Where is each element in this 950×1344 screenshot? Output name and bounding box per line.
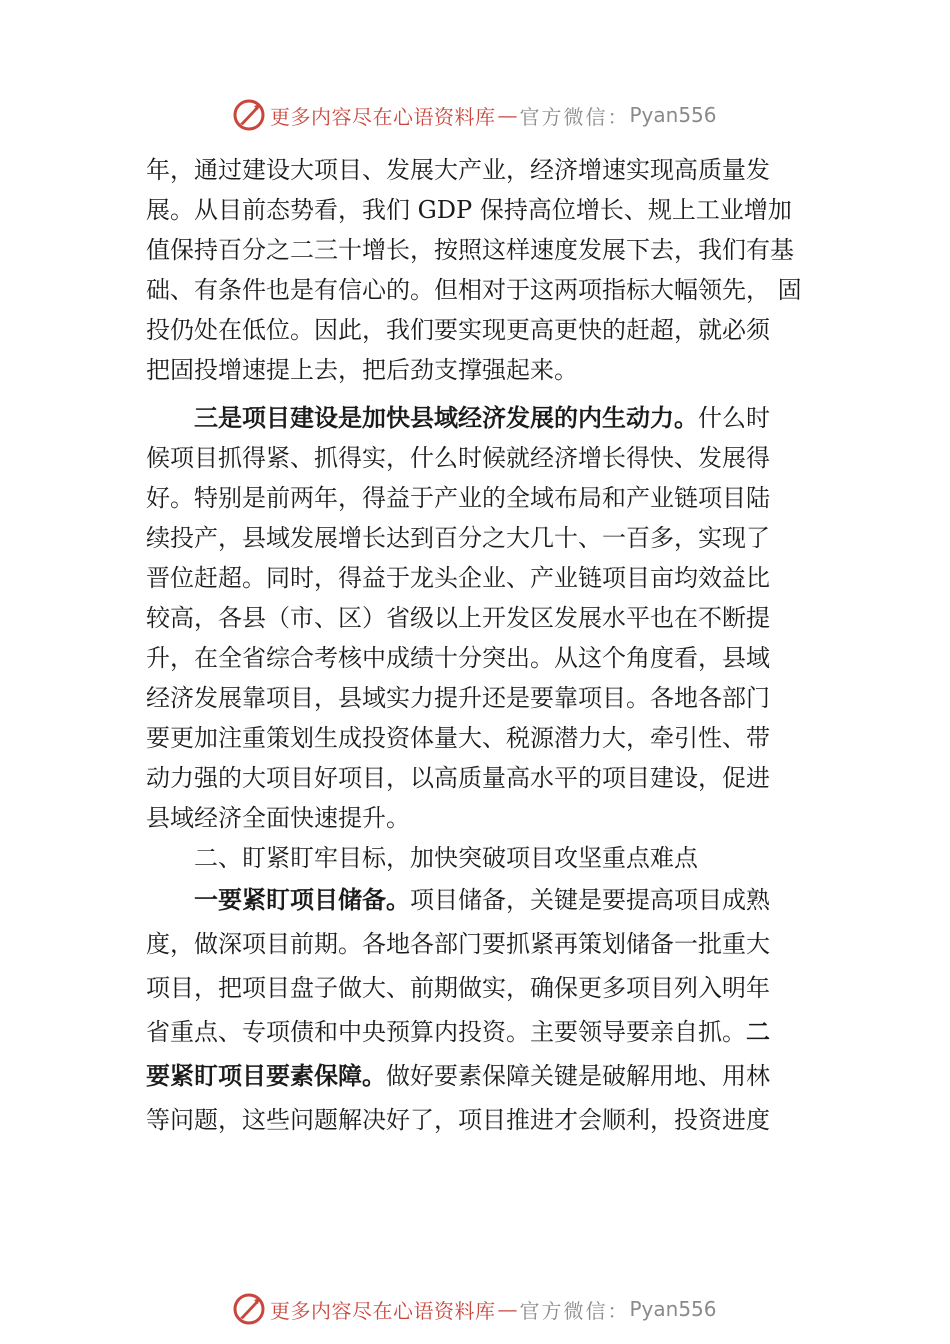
text-line: 候项目抓得紧、抓得实，什么时候就经济增长得快、发展得 [146, 444, 770, 472]
section-title: 二、盯紧盯牢目标，加快突破项目攻坚重点难点 [194, 844, 698, 872]
text-line: 晋位赶超。同时，得益于龙头企业、产业链项目亩均效益比 [146, 564, 770, 592]
text-line: 好。特别是前两年，得益于产业的全域布局和产业链项目陆 [146, 484, 770, 512]
text-line: 把固投增速提上去，把后劲支撑强起来。 [146, 356, 578, 384]
text-line: 度，做深项目前期。各地各部门要抓紧再策划储备一批重大 [146, 930, 770, 958]
text-line: 动力强的大项目好项目，以高质量高水平的项目建设，促进 [146, 764, 770, 792]
paragraph-heading: 二 [746, 1018, 770, 1046]
text-line: 升，在全省综合考核中成绩十分突出。从这个角度看，县域 [146, 644, 770, 672]
paragraph-heading: 要紧盯项目要素保障。 [146, 1062, 386, 1090]
quill-logo-icon [232, 98, 266, 132]
text-span: 项目储备，关键是要提高项目成熟 [410, 886, 770, 914]
text-line: 展。从目前态势看，我们 GDP 保持高位增长、规上工业增加 [146, 196, 792, 224]
text-span: 做好要素保障关键是破解用地、用林 [386, 1062, 770, 1090]
text-line [146, 1054, 806, 1098]
text-line: 要更加注重策划生成投资体量大、税源潜力大，牵引性、带 [146, 724, 770, 752]
text-line: 较高，各县（市、区）省级以上开发区发展水平也在不断提 [146, 604, 770, 632]
text-line: 续投产，县域发展增长达到百分之大几十、一百多，实现了 [146, 524, 770, 552]
banner-wechat-label: 官方微信： [519, 1298, 630, 1323]
paragraph-heading: 三是项目建设是加快县域经济发展的内生动力。 [194, 404, 698, 432]
banner-account-id: Pyan556 [629, 103, 717, 127]
footer-banner [232, 1291, 717, 1327]
text-line: 投仍处在低位。因此，我们要实现更高更快的赶超，就必须 [146, 316, 770, 344]
banner-wechat-label: 官方微信： [519, 104, 630, 129]
text-line [146, 878, 806, 922]
paragraph-3 [146, 878, 806, 1142]
text-line: 项目，把项目盘子做大、前期做实，确保更多项目列入明年 [146, 974, 770, 1002]
text-line [146, 1010, 806, 1054]
banner-account-id: Pyan556 [629, 1297, 717, 1321]
banner-lead-text: 更多内容尽在心语资料库 [270, 1298, 496, 1323]
paragraph-2 [146, 398, 806, 838]
paragraph-heading: 一要紧盯项目储备。 [194, 886, 410, 914]
text-line: 年，通过建设大项目、发展大产业，经济增速实现高质量发 [146, 156, 770, 184]
text-line: 值保持百分之二三十增长，按照这样速度发展下去，我们有基 [146, 236, 794, 264]
document-body [146, 150, 806, 1142]
banner-dash: — [497, 103, 518, 127]
text-line: 础、有条件也是有信心的。但相对于这两项指标大幅领先， 固 [146, 276, 802, 304]
banner-dash: — [497, 1297, 518, 1321]
text-line: 县域经济全面快速提升。 [146, 804, 410, 832]
text-line [146, 398, 806, 438]
text-line: 等问题，这些问题解决好了，项目推进才会顺利，投资进度 [146, 1106, 770, 1134]
text-span: 省重点、专项债和中央预算内投资。主要领导要亲自抓。 [146, 1018, 746, 1046]
paragraph-1 [146, 150, 806, 390]
banner-lead-text: 更多内容尽在心语资料库 [270, 104, 496, 129]
text-span: 什么时 [698, 404, 770, 432]
text-line: 经济发展靠项目，县域实力提升还是要靠项目。各地各部门 [146, 684, 770, 712]
quill-logo-icon [232, 1292, 266, 1326]
header-banner [232, 97, 717, 133]
